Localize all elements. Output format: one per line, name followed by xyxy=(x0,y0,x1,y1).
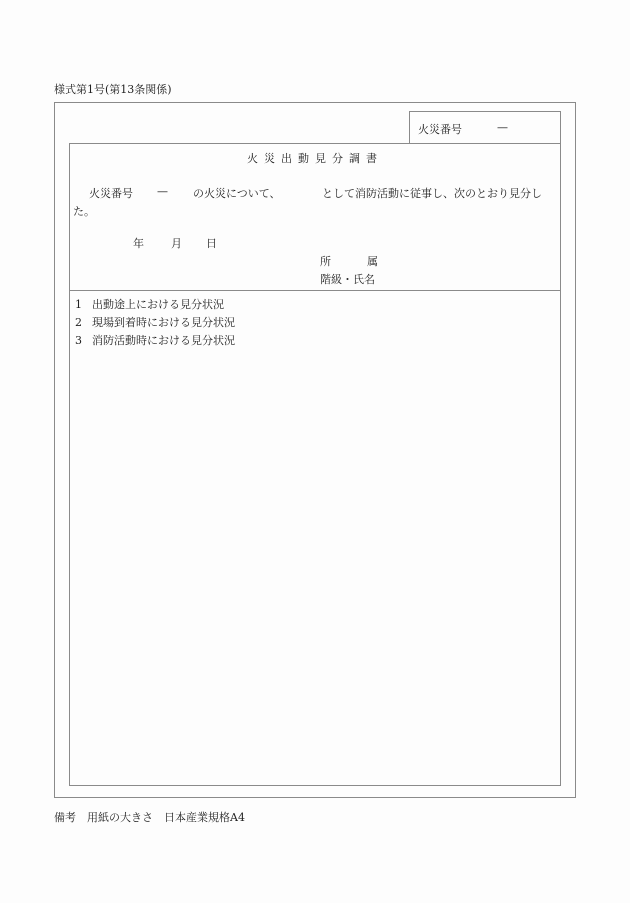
list-item xyxy=(75,296,224,312)
remarks xyxy=(54,809,245,825)
date-month[interactable]: 月 xyxy=(171,237,182,250)
item-number: 2 xyxy=(75,316,82,329)
list-item xyxy=(75,332,235,348)
date-year[interactable]: 年 xyxy=(133,237,144,250)
list-item xyxy=(75,314,235,330)
date-day[interactable]: 日 xyxy=(206,237,217,250)
fire-number-box xyxy=(409,111,561,144)
rank-name-label: 階級・氏名 xyxy=(320,273,375,286)
body-fire-number-label: 火災番号 xyxy=(89,187,133,200)
body-text-duty: として消防活動に従事し、次のとおり見分し xyxy=(322,187,542,200)
section-divider xyxy=(69,290,561,291)
remarks-text: 用紙の大きさ 日本産業規格A4 xyxy=(87,811,245,824)
item-number: 1 xyxy=(75,298,82,311)
item-text: 消防活動時における見分状況 xyxy=(92,334,235,347)
item-number: 3 xyxy=(75,334,82,347)
item-text: 出動途上における見分状況 xyxy=(92,298,224,311)
item-text: 現場到着時における見分状況 xyxy=(92,316,235,329)
fire-number-label: 火災番号 xyxy=(418,123,462,136)
body-fire-number-field[interactable]: — xyxy=(157,185,168,198)
document-title: 火災出動見分調書 xyxy=(247,152,383,165)
affiliation-label-b: 属 xyxy=(367,255,378,268)
body-text-fire: の火災について、 xyxy=(193,187,281,200)
body-text-end: た。 xyxy=(73,205,95,218)
form-number-label: 様式第1号(第13条関係) xyxy=(54,83,172,96)
affiliation-label-a: 所 xyxy=(320,255,331,268)
remarks-label: 備考 xyxy=(54,811,76,824)
fire-number-field[interactable]: — xyxy=(497,121,508,134)
